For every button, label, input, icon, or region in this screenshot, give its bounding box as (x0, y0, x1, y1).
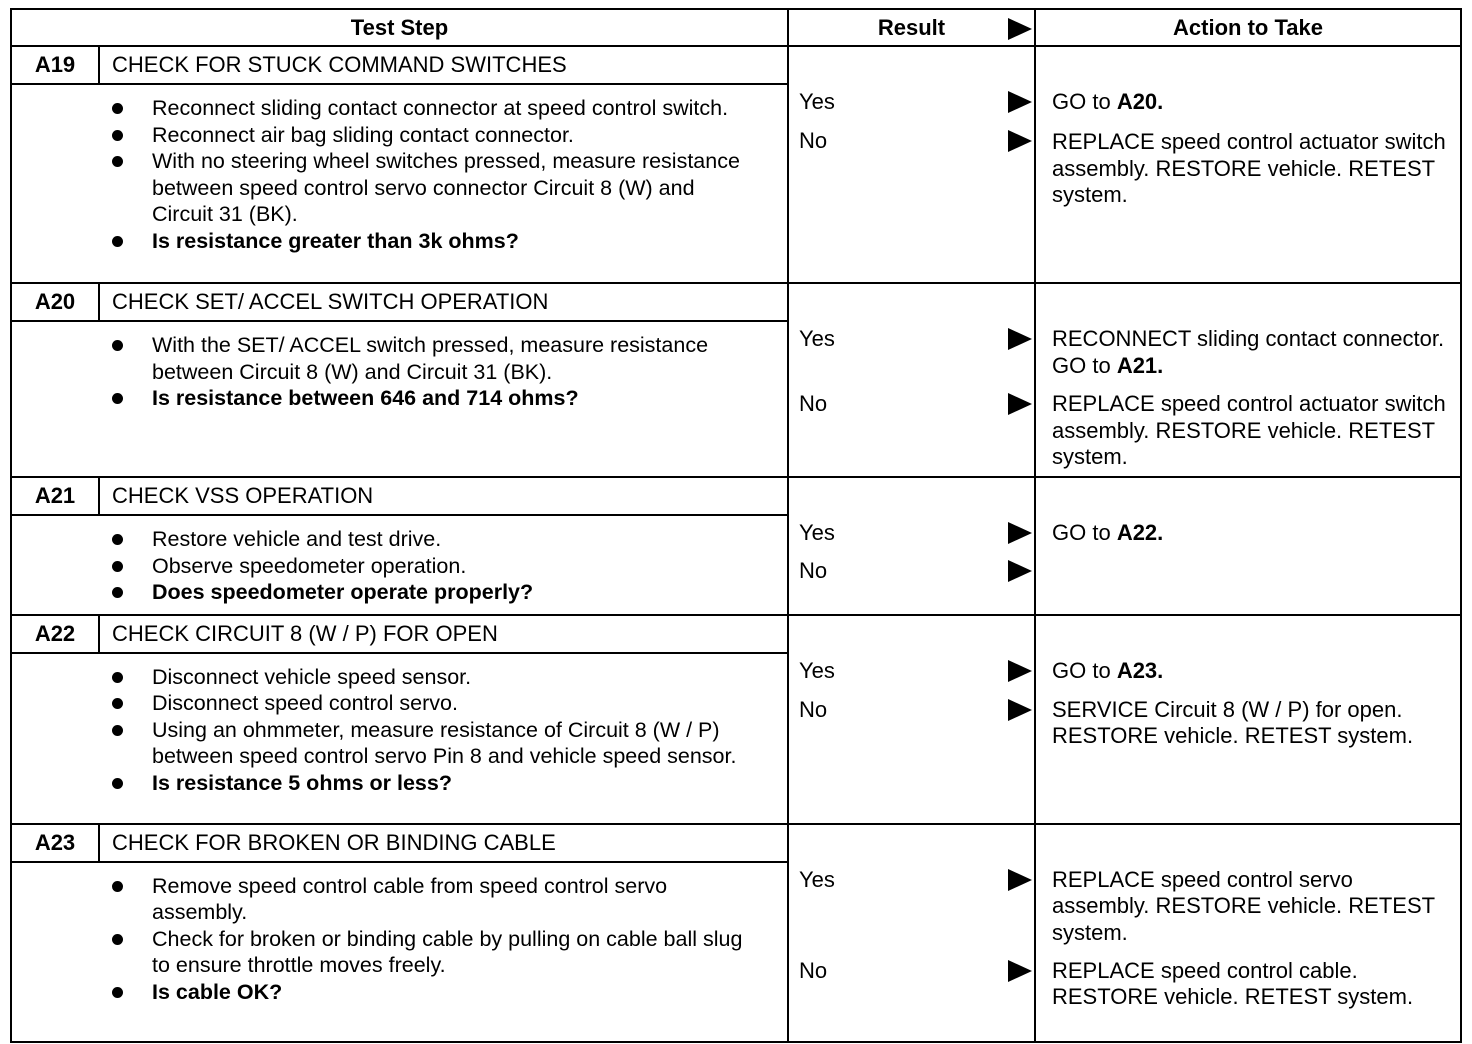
bullet-icon (112, 698, 123, 709)
result-cell (788, 824, 1035, 1042)
bullet-icon (112, 987, 123, 998)
bullet-icon (112, 881, 123, 892)
bullet-icon (112, 587, 123, 598)
action-no: SERVICE Circuit 8 (W / P) for open. RESTORE vehicle. RETEST system. (1052, 696, 1414, 748)
action-yes: GO to A23. (1052, 657, 1164, 683)
step-bullets (12, 516, 787, 614)
arrow-icon (1008, 91, 1032, 113)
arrow-icon (1008, 560, 1032, 582)
step-title: CHECK CIRCUIT 8 (W / P) FOR OPEN (112, 620, 498, 646)
header-row (11, 9, 1461, 46)
arrow-icon (1008, 393, 1032, 415)
result-no: No (799, 956, 1034, 986)
step-id: A21 (12, 478, 100, 514)
header-action: Action to Take (1035, 9, 1461, 46)
step-row-a22 (11, 615, 1461, 824)
result-yes: Yes (799, 865, 1034, 895)
action-yes: REPLACE speed control servo assembly. RESTORE vehicle. RETEST system. (1052, 866, 1435, 945)
arrow-icon (1008, 130, 1032, 152)
bullet-icon (112, 725, 123, 736)
bullet-item: Disconnect speed control servo. (152, 690, 757, 717)
step-bullets (12, 654, 787, 805)
bullet-item: Remove speed control cable from speed control servo assembly. (152, 873, 757, 926)
bullet-icon (112, 340, 123, 351)
result-no: No (799, 556, 1034, 586)
step-title: CHECK FOR BROKEN OR BINDING CABLE (112, 829, 556, 855)
step-id: A22 (12, 616, 100, 652)
action-no: REPLACE speed control actuator switch assembly. RESTORE vehicle. RETEST system. (1052, 129, 1446, 207)
bullet-question: Does speedometer operate properly? (152, 579, 757, 606)
header-test-step: Test Step (11, 9, 788, 46)
action-no: REPLACE speed control actuator switch assembly. RESTORE vehicle. RETEST system. (1052, 391, 1446, 469)
result-cell (788, 283, 1035, 477)
result-cell (788, 477, 1035, 615)
step-id: A20 (12, 284, 100, 320)
result-yes: Yes (799, 656, 1034, 686)
bullet-item: Reconnect sliding contact connector at speed control switch. (152, 95, 757, 122)
action-cell (1035, 615, 1461, 824)
bullet-item: With the SET/ ACCEL switch pressed, measure resistance between Circuit 8 (W) and Circuit 31 (BK). (152, 332, 757, 385)
action-cell (1035, 46, 1461, 283)
bullet-question: Is resistance 5 ohms or less? (152, 770, 757, 797)
header-result-label: Result (877, 14, 946, 40)
bullet-icon (112, 561, 123, 572)
step-id: A19 (12, 47, 100, 83)
step-cell (11, 824, 788, 1042)
bullet-item: Check for broken or binding cable by pulling on cable ball slug to ensure throttle moves freely. (152, 926, 757, 979)
arrow-icon (1008, 328, 1032, 350)
action-cell (1035, 477, 1461, 615)
arrow-icon (1008, 699, 1032, 721)
result-yes: Yes (799, 518, 1034, 548)
bullet-item: Using an ohmmeter, measure resistance of Circuit 8 (W / P) between speed control servo Pin 8 and vehicle speed sensor. (152, 717, 757, 770)
bullet-item: Observe speedometer operation. (152, 553, 757, 580)
result-no: No (799, 389, 1034, 419)
step-cell (11, 477, 788, 615)
arrow-icon (1008, 18, 1032, 40)
step-bullets (12, 863, 787, 1014)
result-yes: Yes (799, 324, 1034, 354)
step-cell (11, 46, 788, 283)
arrow-icon (1008, 960, 1032, 982)
step-row-a20 (11, 283, 1461, 477)
result-no: No (799, 695, 1034, 725)
result-yes: Yes (799, 87, 1034, 117)
action-no: REPLACE speed control cable. RESTORE vehicle. RETEST system. (1052, 957, 1414, 1009)
step-cell (11, 615, 788, 824)
bullet-question: Is resistance between 646 and 714 ohms? (152, 385, 757, 412)
step-row-a19 (11, 46, 1461, 283)
bullet-icon (112, 236, 123, 247)
result-no: No (799, 126, 1034, 156)
bullet-icon (112, 672, 123, 683)
step-cell (11, 283, 788, 477)
arrow-icon (1008, 660, 1032, 682)
action-yes: RECONNECT sliding contact connector. GO to A21. (1052, 326, 1445, 378)
step-title: CHECK SET/ ACCEL SWITCH OPERATION (112, 289, 549, 314)
step-row-a21 (11, 477, 1461, 615)
bullet-question: Is resistance greater than 3k ohms? (152, 228, 757, 255)
bullet-icon (112, 103, 123, 114)
arrow-icon (1008, 869, 1032, 891)
bullet-item: Disconnect vehicle speed sensor. (152, 664, 757, 691)
action-cell (1035, 283, 1461, 477)
bullet-question: Is cable OK? (152, 979, 757, 1006)
action-cell (1035, 824, 1461, 1042)
step-row-a23 (11, 824, 1461, 1042)
bullet-icon (112, 393, 123, 404)
bullet-icon (112, 778, 123, 789)
step-title: CHECK FOR STUCK COMMAND SWITCHES (112, 52, 567, 77)
bullet-item: Reconnect air bag sliding contact connector. (152, 122, 757, 149)
bullet-item: Restore vehicle and test drive. (152, 526, 757, 553)
diagnostic-table (10, 8, 1462, 1043)
arrow-icon (1008, 522, 1032, 544)
result-cell (788, 615, 1035, 824)
bullet-icon (112, 934, 123, 945)
step-id: A23 (12, 825, 100, 861)
header-result (788, 9, 1035, 46)
bullet-icon (112, 534, 123, 545)
bullet-icon (112, 130, 123, 141)
result-cell (788, 46, 1035, 283)
bullet-item: With no steering wheel switches pressed, measure resistance between speed control servo connector Circuit 8 (W) and Circuit 31 (BK). (152, 148, 757, 228)
step-bullets (12, 85, 787, 262)
action-yes: GO to A20. (1052, 89, 1164, 114)
bullet-icon (112, 156, 123, 167)
step-title: CHECK VSS OPERATION (112, 483, 374, 508)
action-yes: GO to A22. (1052, 520, 1164, 545)
step-bullets (12, 322, 787, 420)
